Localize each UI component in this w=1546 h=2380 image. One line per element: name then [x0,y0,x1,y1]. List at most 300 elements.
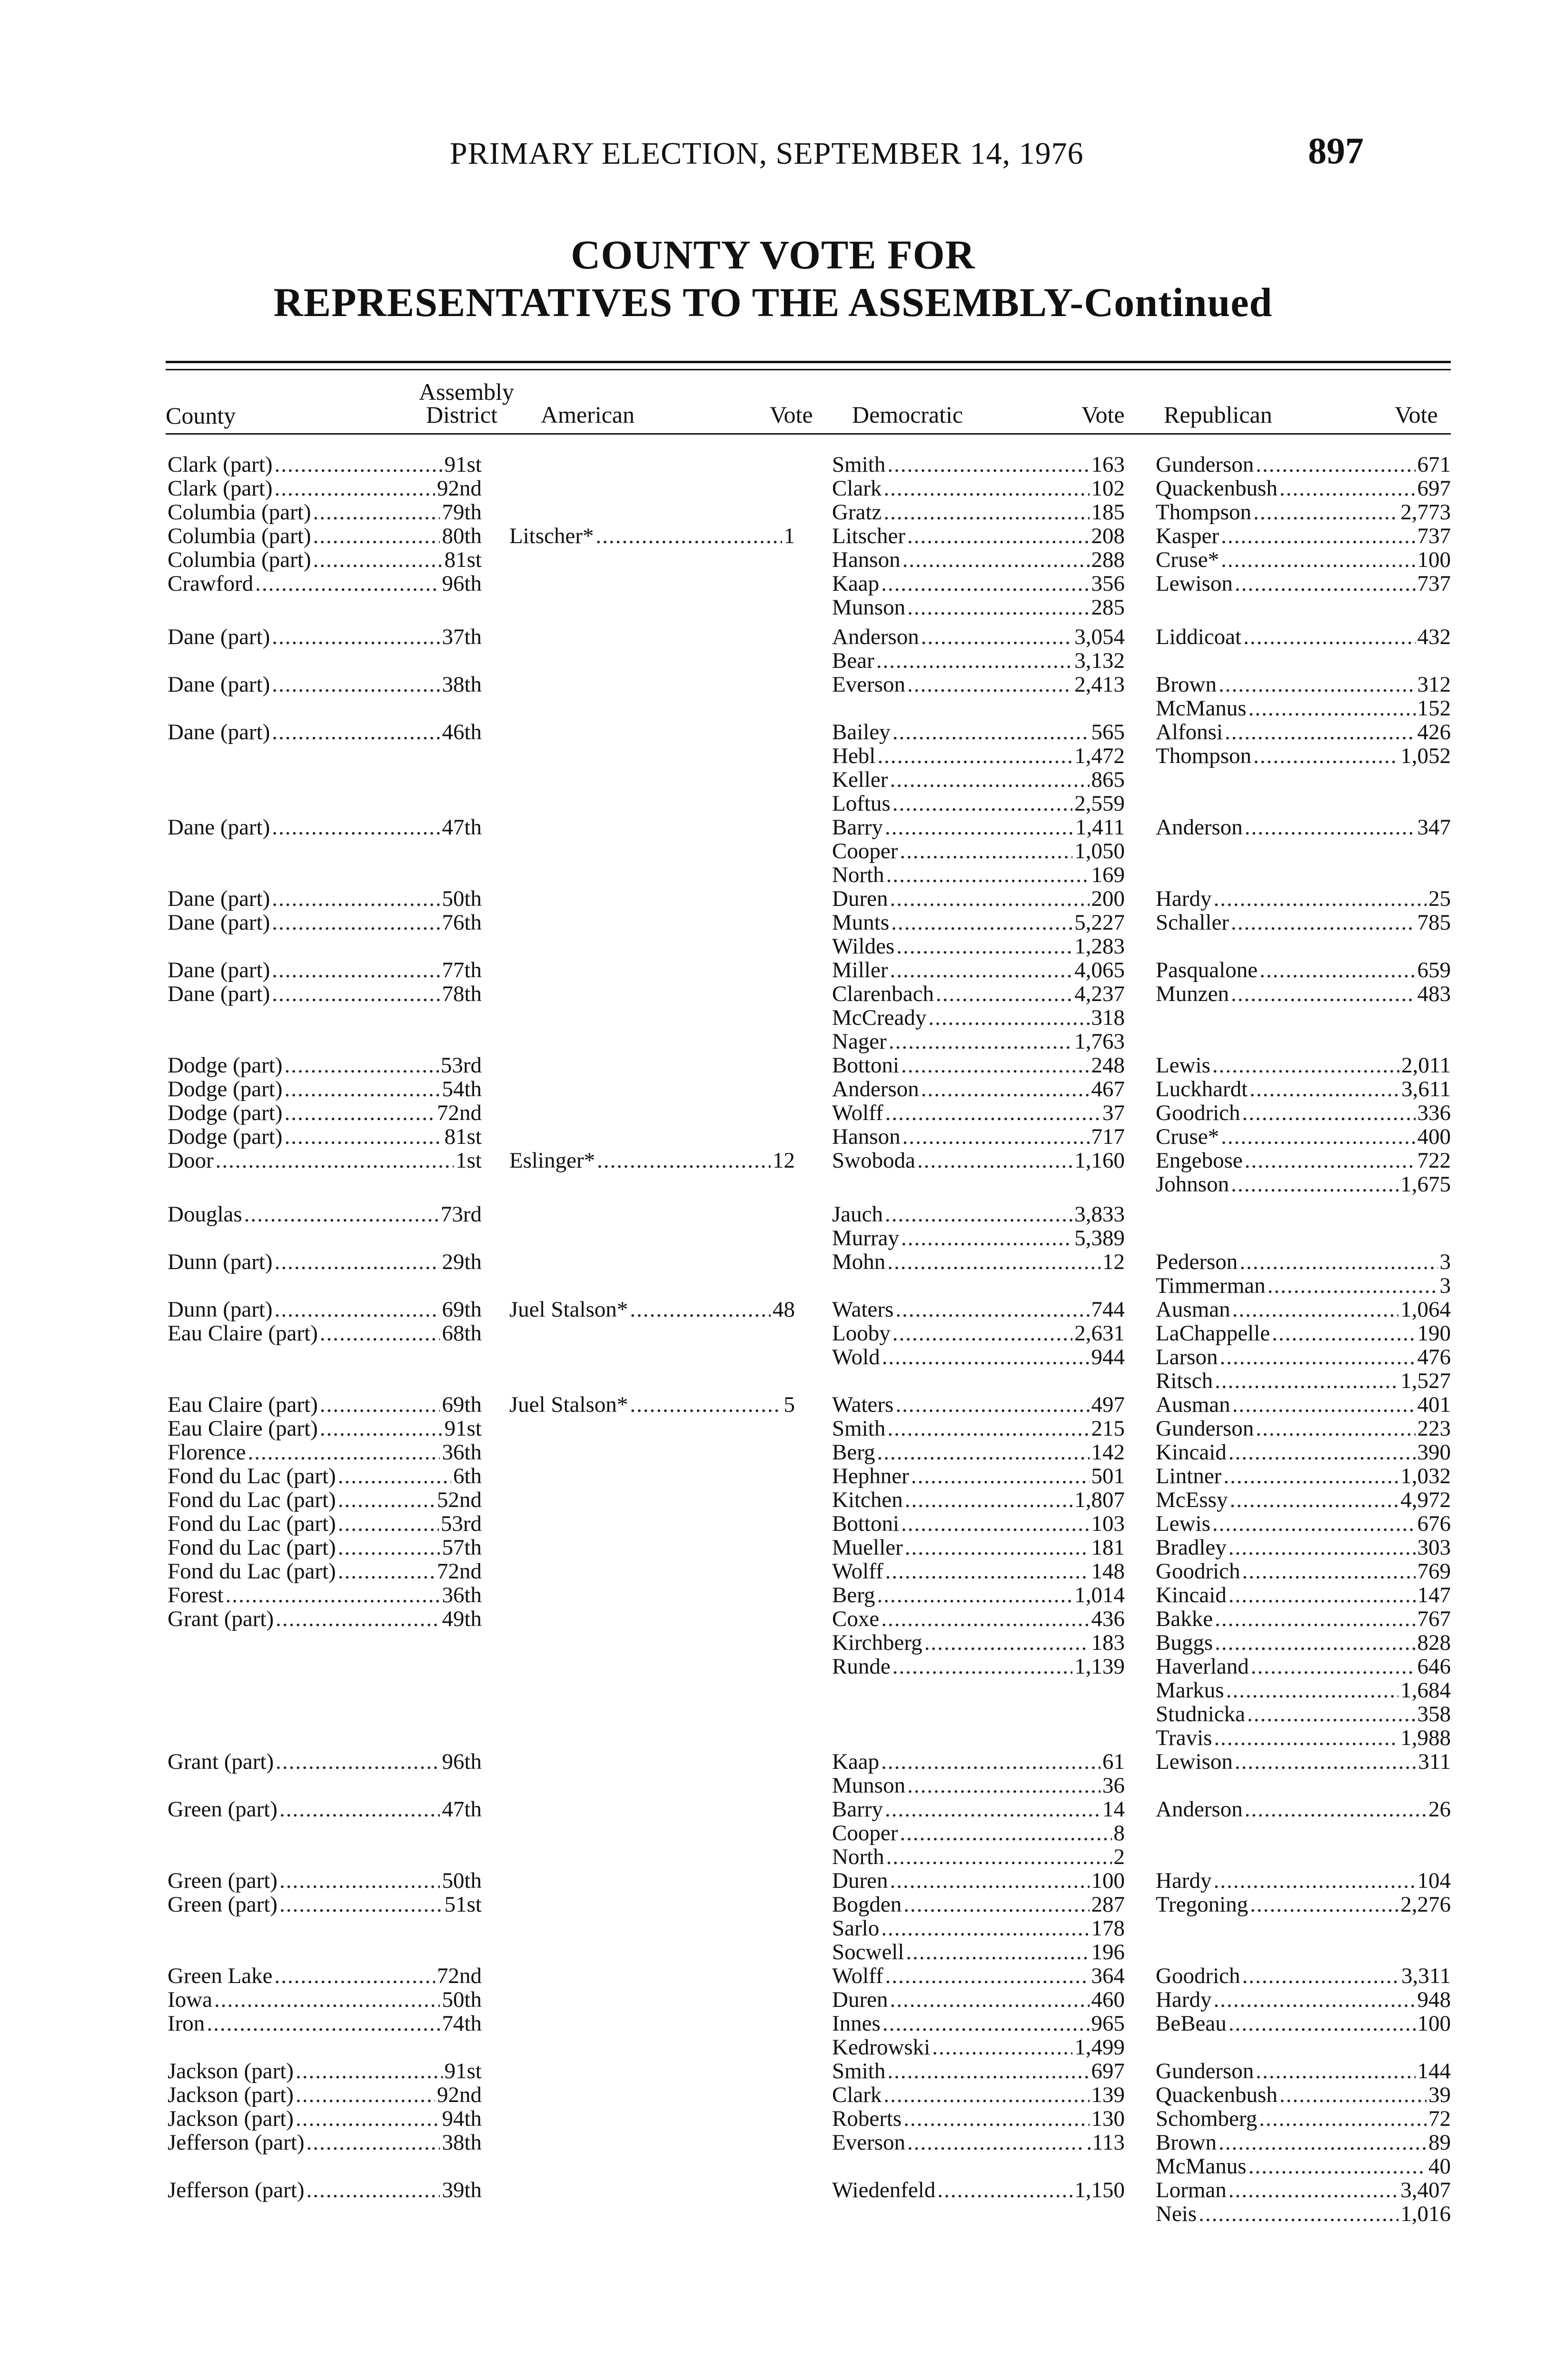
democratic-name: Litscher [832,524,905,548]
democratic-cell [832,2130,1125,2155]
republican-value: 400 [1417,1124,1451,1149]
dot-leader [279,1892,443,1917]
democratic-cell [832,863,1125,887]
dot-leader [891,910,1072,935]
dot-leader [1232,1392,1416,1417]
table-row [0,1583,1546,1607]
republican-value: 785 [1417,910,1451,935]
county-name: Dodge (part) [168,1053,283,1078]
table-row [0,720,1546,744]
dot-leader [279,1868,440,1893]
republican-cell [1156,886,1451,911]
republican-name: Bradley [1156,1535,1227,1560]
democratic-name: Duren [832,886,888,911]
democratic-cell [832,815,1125,840]
dot-leader [1231,982,1415,1006]
democratic-name: Wiedenfeld [832,2178,936,2202]
democratic-value: 37 [1102,1101,1125,1125]
county-name: Eau Claire (part) [168,1392,318,1417]
dot-leader [1225,720,1416,744]
table-row [0,958,1546,982]
dot-leader [248,1440,440,1465]
democratic-name: Jauch [832,1202,883,1227]
county-name: Fond du Lac (part) [168,1511,336,1536]
dot-leader [255,571,440,596]
dot-leader [907,2130,1084,2155]
republican-cell [1156,500,1451,525]
republican-value: 737 [1417,524,1451,548]
democratic-cell [832,934,1125,959]
republican-cell [1156,815,1451,840]
dot-leader [275,452,443,477]
democratic-value: 565 [1091,720,1125,744]
republican-name: McManus [1156,696,1247,721]
dot-leader [1242,1559,1416,1584]
dot-leader [284,1077,440,1101]
democratic-name: Loftus [832,791,891,816]
county-cell [168,1868,482,1893]
republican-name: Kasper [1156,524,1219,548]
col-district-line1: Assembly [419,378,514,405]
dot-leader [216,1148,454,1173]
table-row [0,1464,1546,1488]
county-cell [168,1416,482,1441]
county-value: 77th [442,958,482,982]
democratic-value: 1,411 [1075,815,1125,840]
dot-leader [907,1773,1100,1798]
table-row [0,1535,1546,1560]
democratic-value: 139 [1091,2082,1125,2107]
dot-leader [1215,1368,1398,1393]
democratic-name: Bottoni [832,1053,900,1078]
table-row [0,982,1546,1006]
democratic-name: Murray [832,1226,899,1250]
dot-leader [882,1345,1090,1369]
table-row [0,1345,1546,1369]
democratic-name: Duren [832,1868,888,1893]
dot-leader [900,839,1072,863]
democratic-value: 12 [1102,1250,1125,1274]
dot-leader [890,886,1089,911]
democratic-name: Kirchberg [832,1630,922,1655]
table-row [0,1916,1546,1941]
dot-leader [313,500,440,525]
county-cell [168,1583,482,1607]
democratic-cell [832,1029,1125,1054]
county-cell [168,886,482,911]
democratic-name: Berg [832,1440,875,1465]
democratic-cell [832,1964,1125,1988]
democratic-cell [832,886,1125,911]
democratic-cell [832,1416,1125,1441]
running-header: PRIMARY ELECTION, SEPTEMBER 14, 1976 [450,136,1084,171]
republican-value: 646 [1417,1654,1451,1679]
dot-leader [877,744,1072,768]
democratic-name: Wolff [832,1101,883,1125]
republican-value: 2,773 [1400,500,1451,525]
democratic-cell [832,1345,1125,1369]
democratic-value: 163 [1091,452,1125,477]
county-cell [168,524,482,548]
democratic-cell [832,1821,1125,1845]
republican-cell [1156,1726,1451,1750]
republican-name: Lintner [1156,1464,1222,1488]
table-row [0,1029,1546,1054]
dot-leader [902,547,1090,572]
democratic-name: Hanson [832,547,901,572]
republican-name: Larson [1156,1345,1218,1369]
dot-leader [1232,1297,1399,1322]
democratic-cell [832,1124,1125,1149]
democratic-value: 497 [1091,1392,1125,1417]
dot-leader [885,1964,1090,1988]
county-value: 6th [453,1464,482,1488]
republican-name: Johnson [1156,1172,1229,1197]
county-cell [168,1606,482,1631]
republican-name: Hardy [1156,886,1212,911]
county-value: 36th [442,1583,482,1607]
dot-leader [886,863,1090,887]
democratic-cell [832,2082,1125,2107]
democratic-name: Anderson [832,625,919,649]
county-value: 73rd [440,1202,482,1227]
dot-leader [1256,452,1415,477]
dot-leader [902,1124,1090,1149]
democratic-cell [832,1630,1125,1655]
table-row [0,1987,1546,2012]
republican-name: Timmerman [1156,1273,1266,1298]
republican-cell [1156,744,1451,768]
county-name: Dane (part) [168,886,270,911]
county-name: Jefferson (part) [168,2178,305,2202]
democratic-value: 36 [1102,1773,1125,1798]
dot-leader [338,1559,435,1584]
county-cell [168,2106,482,2131]
republican-value: 89 [1428,2130,1451,2155]
table-row [0,1053,1546,1078]
republican-value: 722 [1417,1148,1451,1173]
table-row [0,1940,1546,1964]
democratic-value: 965 [1091,2011,1125,2036]
republican-cell [1156,1077,1451,1101]
republican-value: 347 [1417,815,1451,840]
republican-name: Schaller [1156,910,1229,935]
county-name: Eau Claire (part) [168,1321,318,1346]
dot-leader [272,815,440,840]
democratic-value: 4,237 [1074,982,1125,1006]
democratic-name: Munson [832,1773,906,1798]
dot-leader [275,1964,436,1988]
county-value: 91st [444,2059,482,2083]
county-name: Iron [168,2011,205,2036]
dot-leader [896,934,1072,959]
table-row [0,571,1546,596]
table-row [0,1416,1546,1441]
table-row [0,1511,1546,1536]
dot-leader [276,1749,440,1774]
republican-value: 100 [1417,2011,1451,2036]
democratic-cell [832,1005,1125,1030]
dot-leader [932,2035,1072,2060]
table-row [0,1559,1546,1584]
republican-name: Pasqualone [1156,958,1258,982]
democratic-value: 1,014 [1074,1583,1125,1607]
democratic-name: Wolff [832,1559,883,1584]
republican-value: 1,527 [1400,1368,1451,1393]
democratic-value: 356 [1091,571,1125,596]
county-cell [168,500,482,525]
dot-leader [895,1297,1089,1322]
county-name: Green (part) [168,1892,277,1917]
county-cell [168,2130,482,2155]
democratic-name: Coxe [832,1606,880,1631]
democratic-value: 8 [1113,1821,1125,1845]
dot-leader [272,982,440,1006]
table-row [0,1821,1546,1845]
republican-cell [1156,1868,1451,1893]
republican-value: 3,611 [1401,1077,1451,1101]
dot-leader [1229,1488,1398,1512]
table-row [0,1440,1546,1465]
county-cell [168,1392,482,1417]
table-row [0,2106,1546,2131]
table-row [0,1844,1546,1869]
republican-name: Brown [1156,672,1217,697]
dot-leader [630,1392,782,1417]
republican-cell [1156,1392,1451,1417]
republican-cell [1156,1511,1451,1536]
democratic-cell [832,1559,1125,1584]
american-cell [509,1392,795,1417]
democratic-cell [832,1606,1125,1631]
county-value: 46th [442,720,482,744]
dot-leader [272,720,440,744]
republican-value: 336 [1417,1101,1451,1125]
democratic-cell [832,625,1125,649]
republican-cell [1156,2154,1451,2179]
democratic-cell [832,720,1125,744]
democratic-cell [832,1226,1125,1250]
republican-name: Cruse* [1156,547,1219,572]
republican-name: Quackenbush [1156,476,1278,501]
table-row [0,2178,1546,2202]
democratic-name: Cooper [832,1821,898,1845]
dot-leader [338,1535,440,1560]
dot-leader [307,2178,440,2202]
dot-leader [214,1987,440,2012]
democratic-value: 200 [1091,886,1125,911]
republican-cell [1156,1678,1451,1703]
republican-cell [1156,1488,1451,1512]
democratic-name: Berg [832,1583,875,1607]
democratic-cell [832,1749,1125,1774]
republican-value: 303 [1417,1535,1451,1560]
col-american: American [541,401,635,428]
dot-leader [905,1488,1072,1512]
republican-cell [1156,1273,1451,1298]
dot-leader [244,1202,439,1227]
democratic-value: 501 [1091,1464,1125,1488]
democratic-name: Smith [832,1416,886,1441]
democratic-name: Duren [832,1987,888,2012]
republican-cell [1156,2011,1451,2036]
democratic-name: Runde [832,1654,891,1679]
dot-leader [296,2106,440,2131]
democratic-cell [832,958,1125,982]
dot-leader [921,1077,1090,1101]
dot-leader [901,1511,1089,1536]
county-cell [168,1297,482,1322]
republican-value: 190 [1417,1321,1451,1346]
county-name: Columbia (part) [168,500,311,525]
dot-leader [272,672,440,697]
democratic-name: Sarlo [832,1916,880,1941]
dot-leader [1229,2011,1416,2036]
democratic-value: 142 [1091,1440,1125,1465]
republican-name: Thompson [1156,744,1252,768]
republican-value: 1,988 [1400,1726,1451,1750]
republican-cell [1156,1702,1451,1726]
republican-value: 3,311 [1401,1964,1451,1988]
american-name: Eslinger* [509,1148,595,1173]
county-cell [168,547,482,572]
dot-leader [887,452,1089,477]
county-name: Dane (part) [168,958,270,982]
dot-leader [877,1583,1073,1607]
republican-value: 432 [1417,625,1451,649]
dot-leader [1242,1964,1399,1988]
republican-name: Anderson [1156,1797,1243,1822]
democratic-name: Munts [832,910,890,935]
republican-name: Alfonsi [1156,720,1223,744]
republican-cell [1156,1148,1451,1173]
county-value: 76th [442,910,482,935]
dot-leader [917,1148,1072,1173]
county-cell [168,1077,482,1101]
republican-name: Bakke [1156,1606,1213,1631]
dot-leader [921,625,1073,649]
dot-leader [1249,2154,1427,2179]
democratic-value: 3,054 [1074,625,1125,649]
dot-leader [272,910,440,935]
county-value: 81st [444,1124,482,1149]
table-row [0,1148,1546,1173]
republican-value: 659 [1417,958,1451,982]
democratic-value: 460 [1091,1987,1125,2012]
county-cell [168,625,482,649]
republican-value: 483 [1417,982,1451,1006]
page-subtitle: REPRESENTATIVES TO THE ASSEMBLY-Continued [273,279,1273,325]
county-name: Jackson (part) [168,2059,294,2083]
dot-leader [883,476,1089,501]
table-row [0,815,1546,840]
republican-value: 671 [1417,452,1451,477]
county-name: Dodge (part) [168,1077,283,1101]
democratic-cell [832,744,1125,768]
dot-leader [1245,1148,1416,1173]
democratic-name: Bailey [832,720,891,744]
county-name: Forest [168,1583,224,1607]
dot-leader [596,524,782,548]
republican-cell [1156,1606,1451,1631]
table-row [0,1101,1546,1125]
county-value: 38th [442,672,482,697]
table-row [0,1868,1546,1893]
republican-value: 152 [1417,696,1451,721]
county-name: Dane (part) [168,910,270,935]
dot-leader [1245,1797,1427,1822]
republican-name: Anderson [1156,815,1243,840]
republican-cell [1156,720,1451,744]
democratic-value: 1,050 [1074,839,1125,863]
dot-leader [1229,1583,1416,1607]
dot-leader [887,2059,1089,2083]
democratic-cell [832,1250,1125,1274]
table-row [0,1077,1546,1101]
county-value: 78th [442,982,482,1006]
dot-leader [892,1321,1073,1346]
county-value: 53rd [440,1511,482,1536]
republican-name: Lewison [1156,1749,1233,1774]
dot-leader [900,1821,1111,1845]
county-cell [168,1124,482,1149]
democratic-cell [832,1077,1125,1101]
table-row [0,672,1546,697]
dot-leader [887,1250,1100,1274]
county-value: 47th [442,815,482,840]
republican-name: Quackenbush [1156,2082,1278,2107]
democratic-cell [832,2059,1125,2083]
republican-value: 223 [1417,1416,1451,1441]
republican-name: Studnicka [1156,1702,1245,1726]
democratic-name: Looby [832,1321,891,1346]
dot-leader [275,476,435,501]
republican-name: Goodrich [1156,1964,1240,1988]
democratic-value: 100 [1091,1868,1125,1893]
republican-name: Buggs [1156,1630,1213,1655]
county-value: 94th [442,2106,482,2131]
republican-name: Liddicoat [1156,625,1242,649]
republican-cell [1156,1101,1451,1125]
republican-name: Markus [1156,1678,1224,1703]
county-cell [168,1892,482,1917]
american-name: Juel Stalson* [509,1392,628,1417]
county-value: 37th [442,625,482,649]
dot-leader [597,1148,771,1173]
democratic-value: 1,139 [1074,1654,1125,1679]
democratic-name: Gratz [832,500,882,525]
table-row [0,1892,1546,1917]
table-row [0,2202,1546,2226]
county-value: 91st [444,1416,482,1441]
county-cell [168,1749,482,1774]
table-row [0,910,1546,935]
county-name: Douglas [168,1202,242,1227]
county-value: 36th [442,1440,482,1465]
col-republican-vote: Vote [1395,401,1438,428]
republican-cell [1156,1172,1451,1197]
dot-leader [320,1416,443,1441]
col-republican: Republican [1164,401,1272,428]
table-row [0,1630,1546,1655]
republican-value: 147 [1417,1583,1451,1607]
col-district-line2: District [426,401,497,428]
dot-leader [272,886,440,911]
democratic-value: 208 [1091,524,1125,548]
county-name: Dane (part) [168,982,270,1006]
county-cell [168,958,482,982]
county-cell [168,720,482,744]
